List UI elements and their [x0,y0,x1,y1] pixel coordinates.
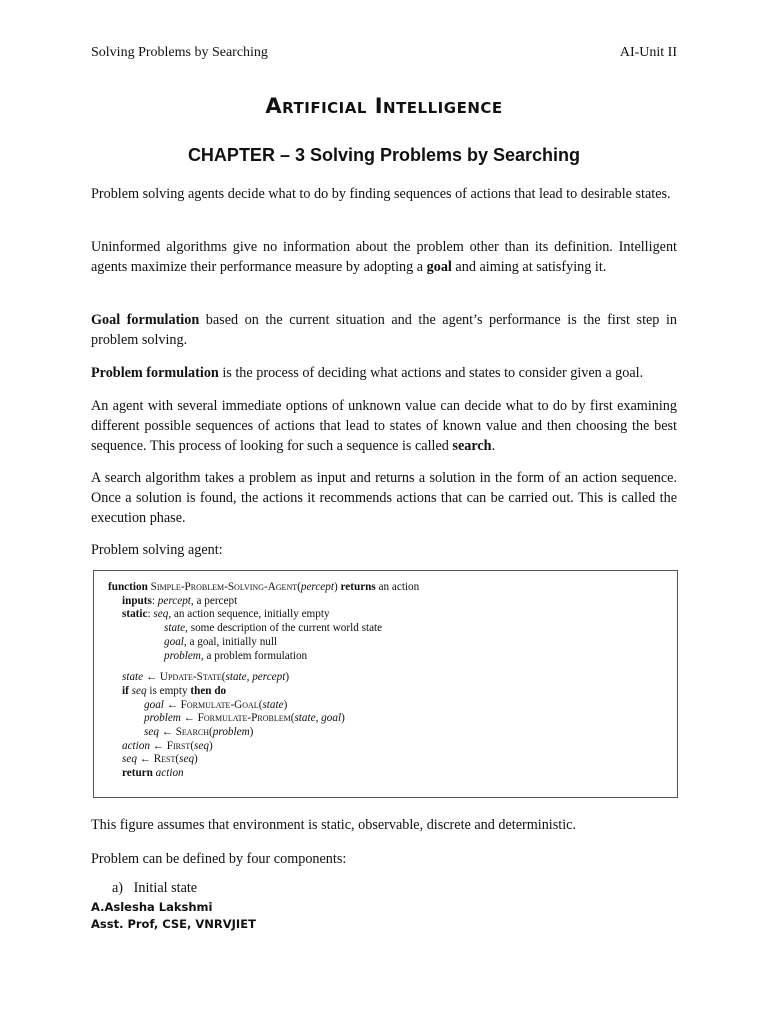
running-header-unit: AI-Unit II [619,45,677,60]
algo-variable: problem [164,649,201,662]
algo-function-name: First [166,739,191,752]
algo-variable: state [122,671,144,684]
algo-variable: state [164,622,186,635]
list-marker: a) [112,880,124,896]
algo-line-state [108,622,419,636]
algo-keyword: function [108,581,151,593]
algo-line-search: seq ← Search(problem) [144,726,254,739]
algo-line-if [108,685,419,699]
algo-text: , a problem formulation [200,649,308,662]
bold-term-goal: goal [426,259,452,275]
bold-term-problem-formulation: Problem formulation [91,365,219,381]
bold-term-search: search [452,438,492,454]
algo-line-goal [108,636,419,650]
paragraph-problem-solving-agent-label: Problem solving agent: [91,542,223,558]
author-name: A.Aslesha Lakshmi [91,900,213,914]
paragraph-search-algorithm: A search algorithm takes a problem as input and returns a solution in the form of an action sequence. Once a solution is found, the actions it recommends actions that can be carried out. This is called the execution phase. [91,470,677,526]
paragraph-text: Uninformed algorithms give no information about the problem other than its definition. Intelligent agents maximize their performance measure by adopting a [91,239,677,275]
algo-function-name: Rest [153,753,176,766]
paragraph-problem-solving-agents: Problem solving agents decide what to do by finding sequences of actions that lead to desirable states. [91,186,671,202]
chapter-title: CHAPTER – 3 Solving Problems by Searching [187,145,581,165]
algo-variable: seq [144,726,159,739]
algo-variable: seq [131,684,147,697]
algo-variable: action [122,739,150,752]
algo-keyword: return [122,767,153,780]
running-header-title: Solving Problems by Searching [91,45,268,60]
algo-arguments: state, percept [225,671,286,684]
algo-function-name: Simple-Problem-Solving-Agent [150,581,298,593]
author-position: Asst. Prof, CSE, VNRVJIET [91,917,256,931]
algo-variable: goal [144,698,164,711]
algo-arguments: state [262,698,284,711]
algo-keyword: returns [337,581,376,593]
algo-text: , a percept [190,594,238,607]
algo-line-formulate-goal: goal ← Formulate-Goal(state) [144,698,288,711]
algo-variable: percept [300,581,334,593]
algo-line-first: action ← First(seq) [122,739,213,752]
algo-keyword: inputs [122,594,152,607]
algo-arguments: state, goal [294,712,342,725]
algo-variable: seq [153,608,169,621]
main-title: Artificial Intelligence [265,94,503,118]
algo-arguments: seq [179,753,195,766]
list-item-text: Initial state [133,880,198,896]
algo-keyword: then do [190,684,227,697]
algo-text: , some description of the current world state [185,622,383,635]
algo-function-name: Search [175,726,210,739]
algo-arguments: problem [212,726,250,739]
paragraph-text: based on the current situation and the agent’s performance is the first step in problem solving. [91,312,677,348]
algo-arguments: seq [194,739,209,752]
algo-line-rest: seq ← Rest(seq) [122,753,198,766]
algo-text: , a goal, initially null [183,635,278,648]
algo-function-name: Formulate-Problem [197,712,291,725]
algo-text: an action [375,581,420,593]
algo-variable: problem [144,712,181,725]
algo-variable: goal [164,635,184,648]
paragraph-goal-formulation [91,310,677,350]
paragraph-text: . [491,438,496,454]
algo-line-formulate-problem: problem ← Formulate-Problem(state, goal) [144,712,345,725]
paragraph-text: and aiming at satisfying it. [451,259,607,275]
bold-term-goal-formulation: Goal formulation [91,312,200,328]
list-item-initial-state [112,880,197,897]
algorithm-figure [93,570,678,798]
algo-line-problem [108,650,419,664]
paragraph-uninformed-algorithms [91,237,677,277]
paragraph-environment-assumption: This figure assumes that environment is static, observable, discrete and deterministic. [91,817,577,833]
algorithm-pseudocode [108,581,419,781]
algo-variable: percept [157,594,191,607]
algo-line-static: static: seq, an action sequence, initially empty [122,608,330,621]
algo-function-name: Update-State [159,671,222,684]
algo-text: is empty [146,684,191,697]
paragraph-four-components: Problem can be defined by four components: [91,851,347,867]
paragraph-problem-formulation [91,363,677,383]
algo-keyword: static [122,608,148,621]
algo-keyword: if [122,684,129,697]
algo-line-update-state: state ← Update-State(state, percept) [122,671,290,684]
paragraph-text: An agent with several immediate options of unknown value can decide what to do by first examining different possible sequences of actions that lead to states of known value and then choosing the best sequence. This process of looking for such a sequence is called [91,398,677,454]
algo-line-function: function Simple-Problem-Solving-Agent(percept) returns an action [108,581,420,593]
algo-variable: action [155,767,184,780]
paragraph-search [91,396,677,456]
paragraph-text: is the process of deciding what actions and states to consider given a goal. [218,365,644,381]
algo-line-return [108,767,419,781]
algo-text: , an action sequence, initially empty [168,608,330,621]
algo-line-inputs: inputs: percept, a percept [122,594,238,607]
algo-function-name: Formulate-Goal [180,698,259,711]
algo-variable: seq [122,753,137,766]
